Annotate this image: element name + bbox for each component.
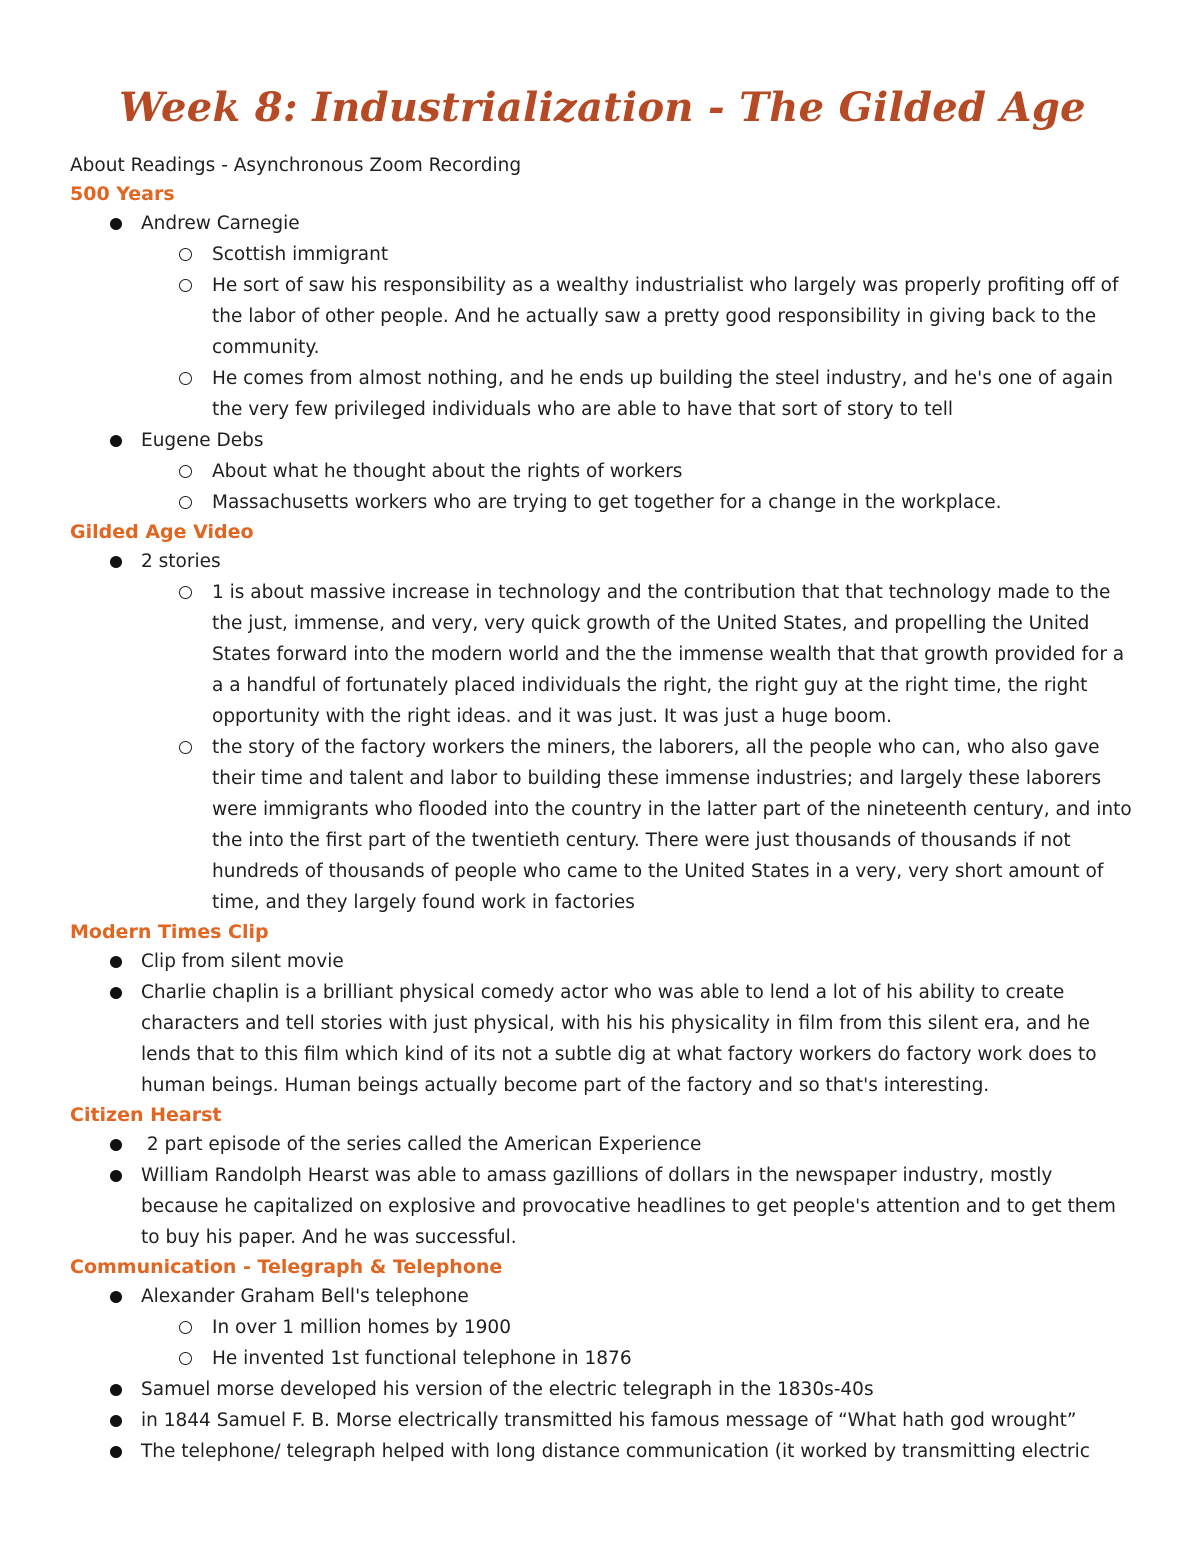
sub-list-item: Massachusetts workers who are trying to get together for a change in the workplace.: [141, 487, 1135, 518]
list-item-text: Alexander Graham Bell's telephone: [141, 1286, 469, 1307]
bullet-list: [70, 1281, 1135, 1312]
list-item-text: 2 stories: [141, 551, 221, 572]
sub-bullet-list: [141, 1312, 1135, 1374]
list-item: [70, 425, 1135, 456]
sub-bullet-list: [141, 456, 1135, 518]
list-item: Samuel morse developed his version of the electric telegraph in the 1830s-40s: [70, 1374, 1135, 1405]
sub-list-item: 1 is about massive increase in technology and the contribution that that technology made to the the just, immense, and very, very quick growth of the United States, and propelling the United States forward into the modern world and the the immense wealth that that growth provided for a a a handful of fortunately placed individuals the right, the right guy at the right time, the right opportunity with the right ideas. and it was just. It was just a huge boom.: [141, 577, 1135, 732]
intro-line: About Readings - Asynchronous Zoom Recording: [70, 155, 522, 176]
list-item: Clip from silent movie: [70, 946, 1135, 977]
list-item-text: Eugene Debs: [141, 430, 264, 451]
list-item: [70, 546, 1135, 577]
sub-list-item: Scottish immigrant: [141, 239, 1135, 270]
sub-list-item: He sort of saw his responsibility as a wealthy industrialist who largely was properly profiting off of the labor of other people. And he actually saw a pretty good responsibility in giving back to the community.: [141, 270, 1135, 363]
sub-list-item: He invented 1st functional telephone in 1876: [141, 1343, 1135, 1374]
sub-list-item: the story of the factory workers the miners, the laborers, all the people who can, who also gave their time and talent and labor to building these immense industries; and largely these laborers were immigrants who flooded into the country in the latter part of the nineteenth century, and into the into the first part of the twentieth century. There were just thousands of thousands if not hundreds of thousands of people who came to the United States in a very, very short amount of time, and they largely found work in factories: [141, 732, 1135, 918]
list-item: [70, 208, 1135, 239]
page-title: Week 8: Industrialization - The Gilded Age: [119, 84, 1086, 131]
list-item: in 1844 Samuel F. B. Morse electrically transmitted his famous message of “What hath god wrought”: [70, 1405, 1135, 1436]
bullet-list: [70, 546, 1135, 577]
sub-bullet-list: [141, 577, 1135, 918]
section-heading-communication: Communication - Telegraph & Telephone: [70, 1256, 503, 1278]
bullet-list: [70, 1374, 1135, 1467]
bullet-list: [70, 425, 1135, 456]
document-page: [70, 78, 1135, 1467]
section-heading-gilded-age-video: Gilded Age Video: [70, 521, 254, 543]
sub-list-item: In over 1 million homes by 1900: [141, 1312, 1135, 1343]
list-item: The telephone/ telegraph helped with long distance communication (it worked by transmitting electric: [70, 1436, 1135, 1467]
section-heading-citizen-hearst: Citizen Hearst: [70, 1104, 222, 1126]
list-item: Charlie chaplin is a brilliant physical comedy actor who was able to lend a lot of his ability to create characters and tell stories with just physical, with his his physicality in film from this silent era, and he lends that to this film which kind of its not a subtle dig at what factory workers do factory work does to human beings. Human beings actually become part of the factory and so that's interesting.: [70, 977, 1135, 1101]
sub-list-item: About what he thought about the rights of workers: [141, 456, 1135, 487]
list-item-text: Andrew Carnegie: [141, 213, 300, 234]
section-heading-modern-times-clip: Modern Times Clip: [70, 921, 269, 943]
sub-bullet-list: [141, 239, 1135, 425]
list-item: William Randolph Hearst was able to amass gazillions of dollars in the newspaper industry, mostly because he capitalized on explosive and provocative headlines to get people's attention and to get them to buy his paper. And he was successful.: [70, 1160, 1135, 1253]
bullet-list: [70, 208, 1135, 239]
bullet-list: [70, 1129, 1135, 1253]
bullet-list: [70, 946, 1135, 1101]
section-heading-500-years: 500 Years: [70, 183, 175, 205]
sub-list-item: He comes from almost nothing, and he ends up building the steel industry, and he's one of again the very few privileged individuals who are able to have that sort of story to tell: [141, 363, 1135, 425]
list-item: 2 part episode of the series called the American Experience: [70, 1129, 1135, 1160]
list-item: [70, 1281, 1135, 1312]
